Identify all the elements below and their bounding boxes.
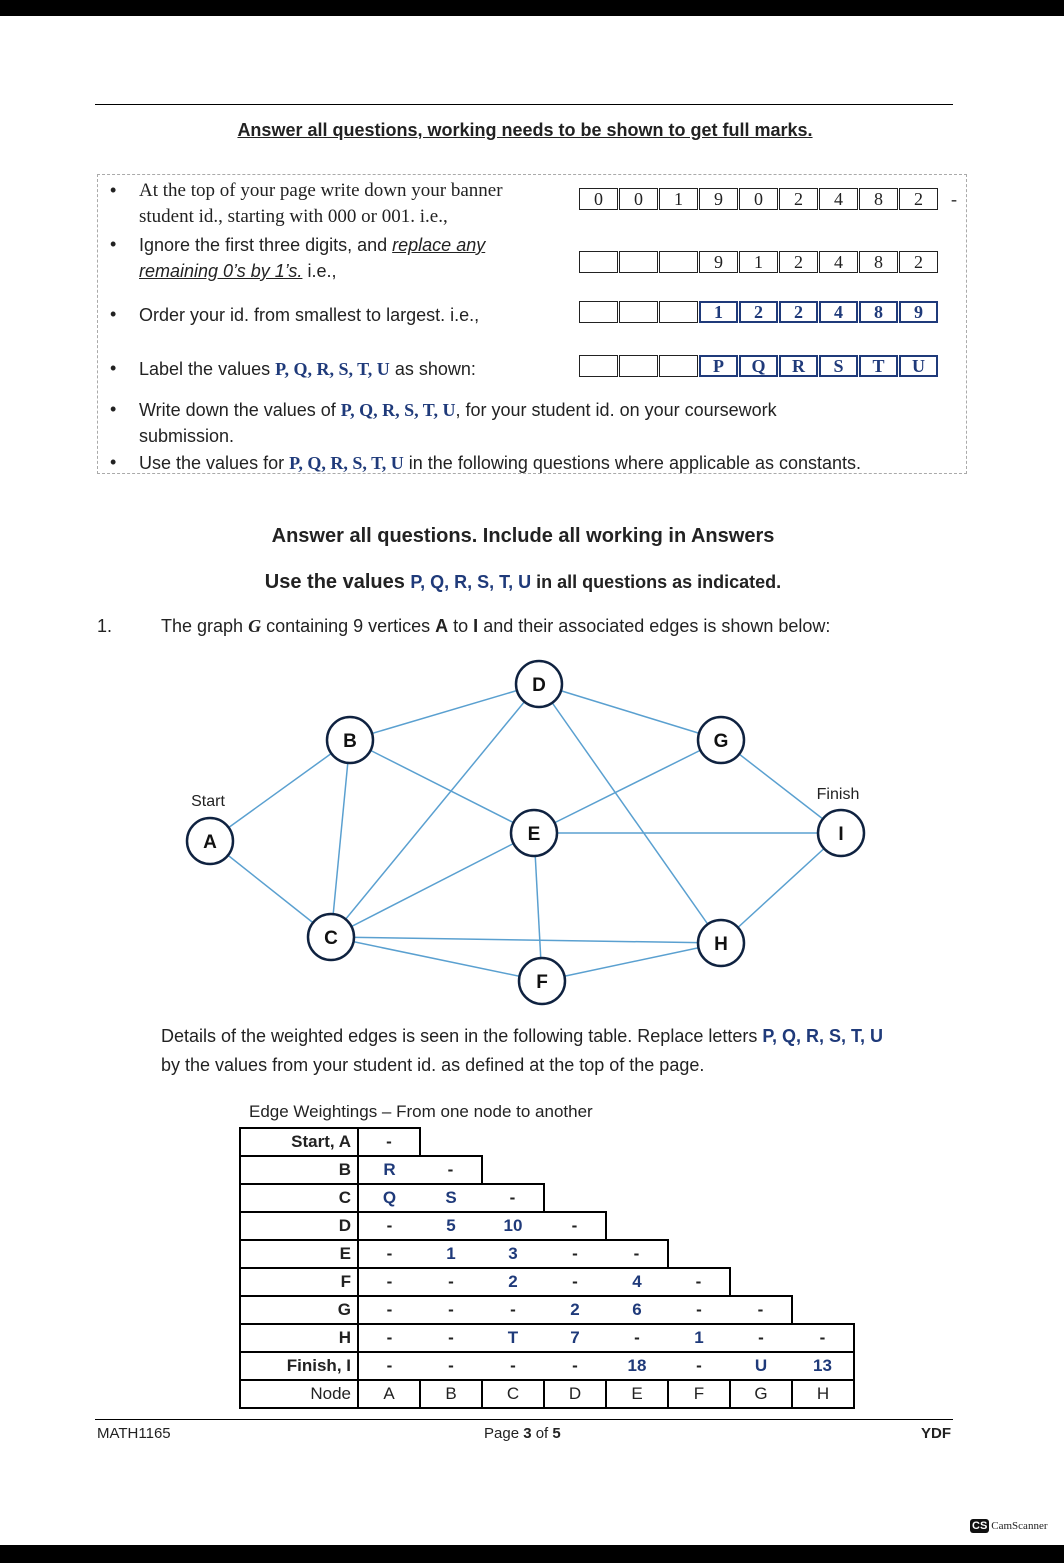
bullet-2-suffix: i.e.,: [302, 261, 337, 281]
table-row-label: E: [240, 1240, 358, 1268]
heading-use-values: [0, 571, 1046, 594]
table-cell: S: [420, 1184, 482, 1212]
table-cell: -: [544, 1352, 606, 1380]
table-cell: T: [482, 1324, 544, 1352]
edge-f-h: [542, 943, 721, 981]
table-cell: 1: [420, 1240, 482, 1268]
table-cell: -: [606, 1240, 668, 1268]
footer-initials: YDF: [921, 1425, 951, 1442]
bullet-6-text: Use the values for: [139, 453, 290, 473]
node-label-g: G: [713, 731, 729, 752]
bullet-5-suffix: , for your student id. on your coursework: [455, 400, 777, 420]
instruction-title: Answer all questions, working needs to be shown to get full marks.: [237, 120, 813, 140]
table-cell: -: [420, 1352, 482, 1380]
bullet-2-emphasis: replace any: [392, 235, 486, 255]
table-cell: 10: [482, 1212, 544, 1240]
node-label-f: F: [536, 972, 548, 993]
id-row-suffix: -: [951, 189, 957, 209]
details-line1: [161, 1026, 883, 1047]
bullet-5-text: Write down the values of: [139, 400, 341, 420]
table-cell: -: [420, 1296, 482, 1324]
table-cell: -: [358, 1296, 420, 1324]
id-cell: 1: [659, 188, 698, 210]
id-cell: [619, 251, 658, 273]
heading-answer-all: Answer all questions. Include all working in Answers: [271, 525, 775, 547]
table-footer-node: E: [606, 1380, 668, 1408]
table-footer-node: B: [420, 1380, 482, 1408]
table-cell: -: [544, 1240, 606, 1268]
table-cell: -: [668, 1352, 730, 1380]
q-text-vertex-a: A: [435, 616, 449, 636]
edge-c-f: [331, 937, 542, 981]
node-label-e: E: [527, 824, 541, 845]
id-cell: 8: [859, 301, 898, 323]
table-footer-node: G: [730, 1380, 792, 1408]
bullet-dot: •: [110, 304, 117, 324]
bullet-5-letters: P, Q, R, S, T, U: [340, 400, 456, 420]
bullet-6-suffix: in the following questions where applicable as constants.: [403, 453, 862, 473]
id-cell: 2: [779, 251, 818, 273]
heading-use-values-suffix: in all questions as indicated.: [531, 572, 782, 592]
edge-b-d: [350, 684, 539, 740]
q-text-a: The graph: [161, 616, 249, 636]
id-cell: [659, 251, 698, 273]
table-footer-node: D: [544, 1380, 606, 1408]
edge-e-g: [534, 740, 721, 833]
camscanner-logo-icon: CS: [972, 1520, 988, 1532]
details-line2: by the values from your student id. as defined at the top of the page.: [161, 1055, 705, 1075]
table-cell: -: [358, 1352, 420, 1380]
table-footer-node: H: [792, 1380, 854, 1408]
bullet-dot: •: [110, 180, 117, 200]
id-cell: [579, 355, 618, 377]
id-cell: 9: [699, 251, 738, 273]
finish-label: Finish: [816, 786, 860, 803]
id-cell: 2: [739, 301, 778, 323]
graph-g: [0, 640, 1064, 1020]
edge-d-h: [539, 684, 721, 943]
id-cell: 1: [699, 301, 738, 323]
q-text-c: to: [448, 616, 474, 636]
question-number: 1.: [97, 616, 113, 636]
id-cell: [659, 355, 698, 377]
q-text-vertex-i: I: [473, 616, 479, 636]
table-row-label: G: [240, 1296, 358, 1324]
heading-use-values-letters: P, Q, R, S, T, U: [410, 572, 532, 592]
table-cell: -: [668, 1268, 730, 1296]
table-cell: 2: [482, 1268, 544, 1296]
bullet-5-line2: submission.: [139, 426, 235, 446]
id-cell: 4: [819, 251, 858, 273]
edge-a-b: [210, 740, 350, 841]
id-cell: 9: [699, 188, 738, 210]
table-cell: -: [792, 1324, 854, 1352]
id-row-replaced: [579, 251, 939, 273]
node-label-a: A: [203, 832, 217, 853]
id-cell: S: [819, 355, 858, 377]
table-cell: -: [358, 1240, 420, 1268]
id-cell: P: [699, 355, 738, 377]
id-cell: 8: [859, 251, 898, 273]
bullet-4-suffix: as shown:: [389, 359, 476, 379]
id-row-labels: [579, 355, 939, 377]
table-cell: -: [668, 1296, 730, 1324]
id-cell: 9: [899, 301, 938, 323]
table-row-label: D: [240, 1212, 358, 1240]
table-row-label: Start, A: [240, 1128, 358, 1156]
table-cell: -: [420, 1156, 482, 1184]
bullet-6-letters: P, Q, R, S, T, U: [289, 453, 404, 473]
node-label-c: C: [324, 928, 338, 949]
bullet-6: [139, 450, 861, 476]
edge-b-e: [350, 740, 534, 833]
bullet-dot: •: [110, 358, 117, 378]
table-row-label: F: [240, 1268, 358, 1296]
heading-use-values-text: Use the values: [264, 571, 411, 593]
table-cell: -: [358, 1212, 420, 1240]
id-cell: 2: [899, 188, 938, 210]
bullet-5: [139, 397, 777, 449]
footer-page-num: 3: [523, 1425, 532, 1442]
bullet-2: [139, 232, 485, 284]
table-cell: 13: [792, 1352, 854, 1380]
footer-page-total: 5: [552, 1425, 561, 1442]
edge-d-g: [539, 684, 721, 740]
id-cell: 2: [899, 251, 938, 273]
id-cell: 8: [859, 188, 898, 210]
table-row-label: H: [240, 1324, 358, 1352]
id-cell: 2: [779, 188, 818, 210]
node-label-d: D: [532, 675, 546, 696]
table-cell: U: [730, 1352, 792, 1380]
id-cell: [619, 355, 658, 377]
table-cell: 1: [668, 1324, 730, 1352]
id-cell: 0: [579, 188, 618, 210]
table-row-label: Finish, I: [240, 1352, 358, 1380]
bullet-1-line2: student id., starting with 000 or 001. i.e.,: [139, 206, 448, 227]
table-cell: R: [358, 1156, 420, 1184]
id-cell: Q: [739, 355, 778, 377]
edge-weight-table: [239, 1127, 855, 1409]
id-cell: 1: [739, 251, 778, 273]
table-footer-label: Node: [240, 1380, 358, 1408]
table-cell: -: [420, 1268, 482, 1296]
footer-page-of: of: [531, 1425, 553, 1442]
bullet-4-letters: P, Q, R, S, T, U: [275, 359, 390, 379]
node-label-h: H: [714, 934, 728, 955]
table-footer-node: A: [358, 1380, 420, 1408]
table-footer-node: F: [668, 1380, 730, 1408]
table-cell: 4: [606, 1268, 668, 1296]
table-cell: -: [482, 1184, 544, 1212]
scan-top-border: [0, 0, 1064, 16]
table-cell: -: [358, 1324, 420, 1352]
table-cell: -: [544, 1212, 606, 1240]
bullet-2-emphasis-2: remaining 0’s by 1’s.: [139, 261, 303, 281]
table-cell: 18: [606, 1352, 668, 1380]
question-text: [161, 616, 830, 637]
node-label-i: I: [838, 824, 844, 845]
id-cell: 0: [619, 188, 658, 210]
edge-h-i: [721, 833, 841, 943]
node-label-b: B: [343, 731, 357, 752]
id-cell: [579, 251, 618, 273]
bullet-dot: •: [110, 452, 117, 472]
table-row-label: C: [240, 1184, 358, 1212]
id-cell: T: [859, 355, 898, 377]
table-cell: -: [482, 1352, 544, 1380]
edge-b-c: [331, 740, 350, 937]
table-cell: -: [730, 1324, 792, 1352]
details-letters: P, Q, R, S, T, U: [762, 1026, 884, 1046]
footer-page: [484, 1425, 561, 1442]
q-text-d: and their associated edges is shown below:: [478, 616, 831, 636]
table-cell: Q: [358, 1184, 420, 1212]
id-cell: 0: [739, 188, 778, 210]
table-cell: -: [358, 1268, 420, 1296]
id-cell: 2: [779, 301, 818, 323]
bullet-4-text: Label the values: [139, 359, 276, 379]
q-text-graph-name: G: [248, 616, 262, 636]
table-cell: -: [606, 1324, 668, 1352]
bullet-dot: •: [110, 399, 117, 419]
camscanner-watermark: [970, 1519, 1047, 1533]
id-cell: [659, 301, 698, 323]
q-text-b: containing 9 vertices: [261, 616, 436, 636]
id-row-original: [579, 188, 939, 210]
table-cell: 5: [420, 1212, 482, 1240]
table-cell: 2: [544, 1296, 606, 1324]
details-text: Details of the weighted edges is seen in the following table. Replace letters: [161, 1026, 763, 1046]
bullet-4: [139, 356, 476, 382]
table-cell: 7: [544, 1324, 606, 1352]
id-cell: R: [779, 355, 818, 377]
edge-e-c: [331, 833, 534, 937]
bullet-dot: •: [110, 234, 117, 254]
table-row-label: B: [240, 1156, 358, 1184]
table-cell: -: [358, 1128, 420, 1156]
bullet-1: [139, 178, 503, 230]
header-rule: [95, 104, 953, 105]
bullet-3: Order your id. from smallest to largest. i.e.,: [139, 305, 480, 325]
id-cell: U: [899, 355, 938, 377]
table-footer-node: C: [482, 1380, 544, 1408]
footer-rule: [95, 1419, 953, 1420]
footer-page-text: Page: [484, 1425, 524, 1442]
table-cell: -: [730, 1296, 792, 1324]
bullet-1-line1: At the top of your page write down your banner: [139, 180, 503, 201]
footer-course: MATH1165: [97, 1425, 171, 1442]
id-cell: [579, 301, 618, 323]
edge-c-h: [331, 937, 721, 943]
table-caption: Edge Weightings – From one node to another: [249, 1102, 593, 1121]
id-cell: [619, 301, 658, 323]
scan-bottom-border: [0, 1545, 1064, 1563]
bullet-2-text: Ignore the first three digits, and: [139, 235, 393, 255]
id-row-sorted: [579, 301, 939, 323]
table-cell: -: [482, 1296, 544, 1324]
table-cell: -: [544, 1268, 606, 1296]
table-cell: 3: [482, 1240, 544, 1268]
id-cell: 4: [819, 301, 858, 323]
id-cell: 4: [819, 188, 858, 210]
table-cell: -: [420, 1324, 482, 1352]
camscanner-text: CamScanner: [991, 1520, 1048, 1532]
start-label: Start: [191, 793, 225, 810]
table-cell: 6: [606, 1296, 668, 1324]
